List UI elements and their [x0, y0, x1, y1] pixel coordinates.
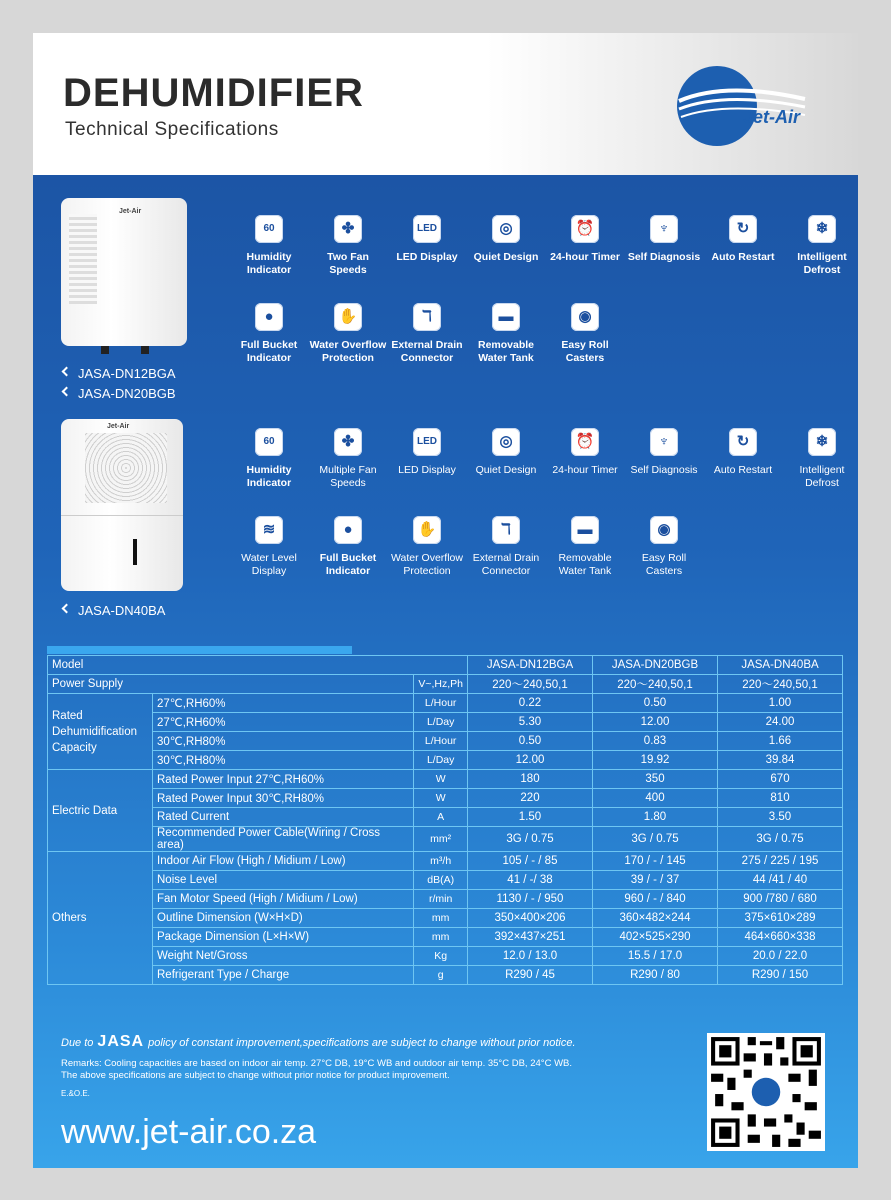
value-cell: R290 / 150: [718, 966, 843, 985]
fan-icon: ✤: [334, 215, 362, 243]
table-row: [48, 770, 843, 789]
row-label: 30℃,RH80%: [153, 732, 414, 751]
row-label: Rated Current: [153, 808, 414, 827]
feature-water-tank: [466, 303, 546, 364]
feature-label: Water Level Display: [241, 552, 297, 577]
water-level-icon: ≋: [255, 516, 283, 544]
unit-cell: mm: [414, 928, 468, 947]
led-display-icon: LED: [413, 215, 441, 243]
value-cell: 3G / 0.75: [718, 827, 843, 852]
value-cell: 360×482×244: [593, 909, 718, 928]
feature-label: Two Fan Speeds: [327, 251, 369, 276]
header-band: [33, 33, 858, 175]
feature-label: 24-hour Timer: [550, 251, 620, 263]
value-cell: 3G / 0.75: [593, 827, 718, 852]
value-cell: 275 / 225 / 195: [718, 852, 843, 871]
header-cell: JASA-DN12BGA: [468, 656, 593, 675]
feature-label: Intelligent Defrost: [797, 251, 847, 276]
feature-defrost: [782, 215, 858, 276]
row-label: 27℃,RH60%: [153, 713, 414, 732]
humidity-indicator-icon: 60: [255, 428, 283, 456]
self-diagnosis-icon: ♆: [650, 215, 678, 243]
feature-casters: [624, 516, 704, 577]
casters-icon: ◉: [650, 516, 678, 544]
disclaimer: Due to JASA policy of constant improvement,specifications are subject to change without prior notice.: [61, 1033, 576, 1050]
row-label: Fan Motor Speed (High / Midium / Low): [153, 890, 414, 909]
feature-water-overflow: [387, 516, 467, 577]
water-overflow-icon: ✋: [334, 303, 362, 331]
row-label: Recommended Power Cable(Wiring / Cross area): [153, 827, 414, 852]
unit-cell: W: [414, 770, 468, 789]
unit-cell: L/Day: [414, 713, 468, 732]
feature-fan: [308, 215, 388, 276]
value-cell: 39 / - / 37: [593, 871, 718, 890]
humidity-indicator-icon: 60: [255, 215, 283, 243]
value-cell: 350×400×206: [468, 909, 593, 928]
feature-label: Auto Restart: [713, 464, 773, 476]
unit-cell: mm²: [414, 827, 468, 852]
model-label: JASA-DN12BGA: [63, 366, 176, 381]
water-tank-icon: ▬: [571, 516, 599, 544]
table-row: [48, 909, 843, 928]
table-row: [48, 694, 843, 713]
unit-cell: L/Hour: [414, 732, 468, 751]
feature-humidity-indicator: [229, 215, 309, 276]
value-cell: 44 /41 / 40: [718, 871, 843, 890]
value-cell: 15.5 / 17.0: [593, 947, 718, 966]
feature-label: 24-hour Timer: [552, 464, 618, 476]
feature-label: Intelligent Defrost: [799, 464, 845, 489]
feature-timer: [545, 428, 625, 477]
product-image-large: Jet-Air: [61, 419, 183, 591]
unit-cell: V~,Hz,Ph: [414, 675, 468, 694]
jasa-brand: JASA: [97, 1033, 145, 1050]
drain-connector-icon: ℸ: [492, 516, 520, 544]
value-cell: 392×437×251: [468, 928, 593, 947]
value-cell: 220～240,50,1: [468, 675, 593, 694]
row-label: Outline Dimension (W×H×D): [153, 909, 414, 928]
row-label: Rated Power Input 27℃,RH60%: [153, 770, 414, 789]
feature-label: Self Diagnosis: [630, 464, 698, 476]
value-cell: 0.22: [468, 694, 593, 713]
feature-led-display: [387, 428, 467, 477]
feature-water-level: [229, 516, 309, 577]
value-cell: 180: [468, 770, 593, 789]
value-cell: 1.80: [593, 808, 718, 827]
auto-restart-icon: ↻: [729, 215, 757, 243]
full-bucket-icon: ●: [334, 516, 362, 544]
unit-cell: L/Day: [414, 751, 468, 770]
feature-water-overflow: [308, 303, 388, 364]
feature-label: Full Bucket Indicator: [240, 339, 298, 364]
jet-air-logo: [665, 61, 825, 151]
feature-drain-connector: [387, 303, 467, 364]
value-cell: 810: [718, 789, 843, 808]
unit-cell: dB(A): [414, 871, 468, 890]
group-label: Rated Dehumidification Capacity: [48, 694, 153, 770]
feature-label: External Drain Connector: [472, 552, 540, 577]
unit-cell: Kg: [414, 947, 468, 966]
table-row: [48, 947, 843, 966]
table-row: [48, 675, 843, 694]
defrost-icon: ❄: [808, 215, 836, 243]
value-cell: 464×660×338: [718, 928, 843, 947]
feature-humidity-indicator: [229, 428, 309, 489]
feature-label: Auto Restart: [711, 251, 775, 263]
table-row: [48, 732, 843, 751]
feature-label: LED Display: [398, 464, 456, 476]
value-cell: 960 / - / 840: [593, 890, 718, 909]
table-row: [48, 751, 843, 770]
spec-sheet: [33, 33, 858, 1168]
remarks: Remarks: Cooling capacities are based on indoor air temp. 27°C DB, 19°C WB and outdoor air temp. 35°C DB, 24°C WB. The above specifications are subject to change without prior notice for product improvement.: [61, 1058, 573, 1081]
row-label: Refrigerant Type / Charge: [153, 966, 414, 985]
feature-label: LED Display: [396, 251, 458, 263]
value-cell: 0.83: [593, 732, 718, 751]
model-label: JASA-DN20BGB: [63, 386, 176, 401]
group-label: Others: [48, 852, 153, 985]
table-row: [48, 928, 843, 947]
eoe: E.&O.E.: [61, 1089, 90, 1098]
unit-cell: A: [414, 808, 468, 827]
quiet-design-icon: ◎: [492, 215, 520, 243]
table-row: [48, 966, 843, 985]
timer-icon: ⏰: [571, 428, 599, 456]
value-cell: 0.50: [593, 694, 718, 713]
page-subtitle: Technical Specifications: [65, 119, 279, 140]
unit-cell: m³/h: [414, 852, 468, 871]
table-header-row: [48, 656, 843, 675]
value-cell: 170 / - / 145: [593, 852, 718, 871]
feature-casters: [545, 303, 625, 364]
value-cell: R290 / 80: [593, 966, 718, 985]
value-cell: 220～240,50,1: [718, 675, 843, 694]
table-row: [48, 827, 843, 852]
feature-label: Water Overflow Protection: [309, 339, 387, 364]
feature-full-bucket: [229, 303, 309, 364]
water-overflow-icon: ✋: [413, 516, 441, 544]
row-label: Weight Net/Gross: [153, 947, 414, 966]
value-cell: 1130 / - / 950: [468, 890, 593, 909]
unit-cell: mm: [414, 909, 468, 928]
value-cell: 220～240,50,1: [593, 675, 718, 694]
value-cell: R290 / 45: [468, 966, 593, 985]
feature-timer: [545, 215, 625, 264]
feature-label: Water Overflow Protection: [391, 552, 463, 577]
value-cell: 350: [593, 770, 718, 789]
self-diagnosis-icon: ♆: [650, 428, 678, 456]
table-row: [48, 852, 843, 871]
value-cell: 3.50: [718, 808, 843, 827]
value-cell: 19.92: [593, 751, 718, 770]
value-cell: 3G / 0.75: [468, 827, 593, 852]
defrost-icon: ❄: [808, 428, 836, 456]
row-label: 27℃,RH60%: [153, 694, 414, 713]
value-cell: 0.50: [468, 732, 593, 751]
feature-label: Full Bucket Indicator: [319, 552, 377, 577]
unit-cell: W: [414, 789, 468, 808]
feature-label: Removable Water Tank: [477, 339, 535, 364]
value-cell: 5.30: [468, 713, 593, 732]
timer-icon: ⏰: [571, 215, 599, 243]
value-cell: 1.00: [718, 694, 843, 713]
feature-auto-restart: [703, 428, 783, 477]
unit-cell: g: [414, 966, 468, 985]
fan-icon: ✤: [334, 428, 362, 456]
row-label: Rated Power Input 30℃,RH80%: [153, 789, 414, 808]
website-url[interactable]: www.jet-air.co.za: [61, 1113, 317, 1151]
feature-label: Multiple Fan Speeds: [319, 464, 377, 489]
feature-self-diagnosis: [624, 428, 704, 477]
value-cell: 24.00: [718, 713, 843, 732]
table-row: [48, 871, 843, 890]
product-image-small: Jet-Air: [61, 198, 187, 346]
unit-cell: L/Hour: [414, 694, 468, 713]
spec-table: [47, 655, 843, 985]
feature-full-bucket: [308, 516, 388, 577]
svg-text:Jet-Air: Jet-Air: [743, 107, 801, 127]
value-cell: 375×610×289: [718, 909, 843, 928]
table-row: [48, 789, 843, 808]
model-label: JASA-DN40BA: [63, 603, 165, 618]
row-label: Package Dimension (L×H×W): [153, 928, 414, 947]
value-cell: 105 / - / 85: [468, 852, 593, 871]
feature-water-tank: [545, 516, 625, 577]
page-title: DEHUMIDIFIER: [63, 71, 364, 115]
value-cell: 402×525×290: [593, 928, 718, 947]
feature-label: Quiet Design: [473, 251, 539, 263]
value-cell: 900 /780 / 680: [718, 890, 843, 909]
header-cell: JASA-DN20BGB: [593, 656, 718, 675]
table-row: [48, 890, 843, 909]
table-row: [48, 713, 843, 732]
feature-label: Easy Roll Casters: [641, 552, 687, 577]
feature-led-display: [387, 215, 467, 264]
value-cell: 12.0 / 13.0: [468, 947, 593, 966]
feature-label: Quiet Design: [475, 464, 537, 476]
feature-drain-connector: [466, 516, 546, 577]
feature-label: Removable Water Tank: [558, 552, 612, 577]
feature-fan: [308, 428, 388, 489]
feature-label: Humidity Indicator: [246, 464, 292, 489]
value-cell: 12.00: [593, 713, 718, 732]
value-cell: 220: [468, 789, 593, 808]
feature-self-diagnosis: [624, 215, 704, 264]
feature-label: External Drain Connector: [391, 339, 463, 364]
quiet-design-icon: ◎: [492, 428, 520, 456]
value-cell: 41 / -/ 38: [468, 871, 593, 890]
value-cell: 12.00: [468, 751, 593, 770]
full-bucket-icon: ●: [255, 303, 283, 331]
qr-code[interactable]: [707, 1033, 825, 1151]
casters-icon: ◉: [571, 303, 599, 331]
value-cell: 1.50: [468, 808, 593, 827]
row-label: Indoor Air Flow (High / Midium / Low): [153, 852, 414, 871]
header-cell: Model: [48, 656, 468, 675]
value-cell: 1.66: [718, 732, 843, 751]
value-cell: 39.84: [718, 751, 843, 770]
water-tank-icon: ▬: [492, 303, 520, 331]
feature-auto-restart: [703, 215, 783, 264]
unit-cell: r/min: [414, 890, 468, 909]
feature-label: Self Diagnosis: [627, 251, 701, 263]
value-cell: 670: [718, 770, 843, 789]
row-label: Noise Level: [153, 871, 414, 890]
row-label: Power Supply: [48, 675, 414, 694]
value-cell: 400: [593, 789, 718, 808]
table-row: [48, 808, 843, 827]
feature-defrost: [782, 428, 858, 489]
feature-quiet-design: [466, 215, 546, 264]
feature-quiet-design: [466, 428, 546, 477]
drain-connector-icon: ℸ: [413, 303, 441, 331]
row-label: 30℃,RH80%: [153, 751, 414, 770]
group-label: Electric Data: [48, 770, 153, 852]
value-cell: 20.0 / 22.0: [718, 947, 843, 966]
feature-label: Easy Roll Casters: [561, 339, 609, 364]
feature-label: Humidity Indicator: [246, 251, 292, 276]
led-display-icon: LED: [413, 428, 441, 456]
header-cell: JASA-DN40BA: [718, 656, 843, 675]
auto-restart-icon: ↻: [729, 428, 757, 456]
